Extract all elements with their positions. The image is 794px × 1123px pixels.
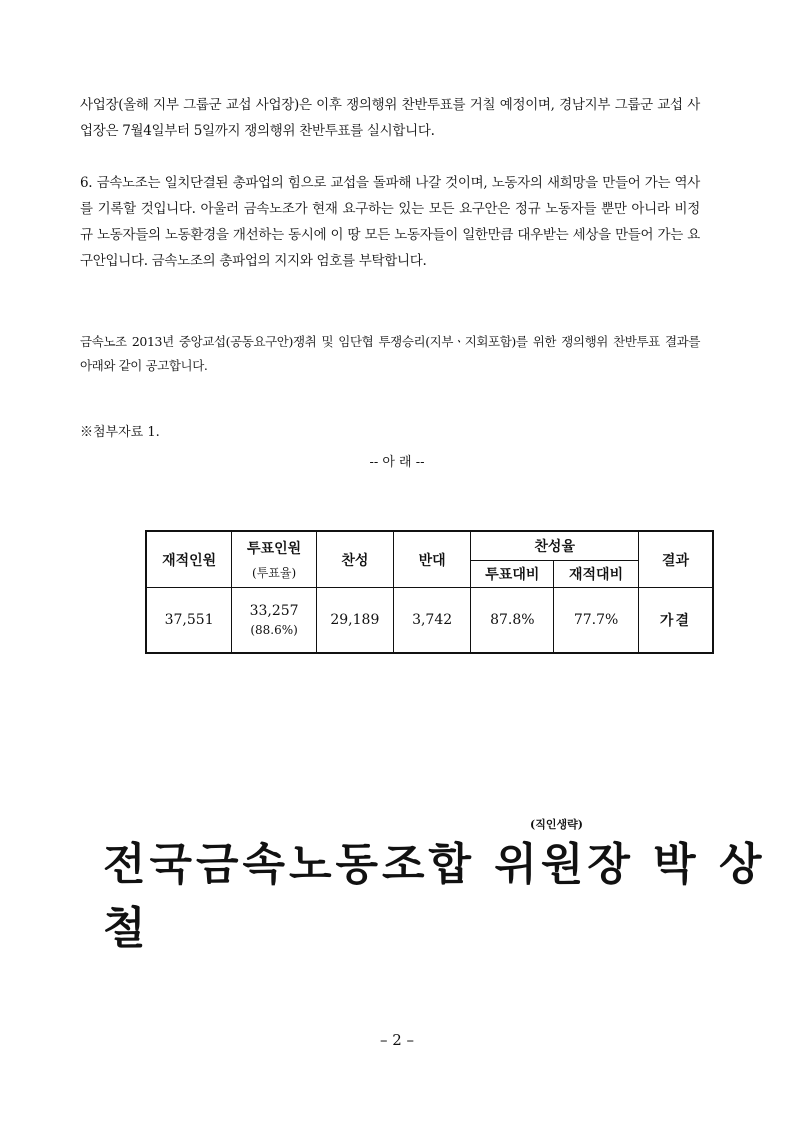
cell-vs-votes: 87.8% bbox=[471, 588, 554, 654]
header-vs-registered: 재적대비 bbox=[554, 561, 639, 588]
vote-result-table bbox=[145, 530, 714, 654]
header-voters bbox=[232, 531, 317, 588]
page-number: – 2 – bbox=[379, 1031, 415, 1049]
table-header-row bbox=[146, 531, 713, 561]
attachment-label: ※첨부자료 1. bbox=[80, 425, 160, 440]
cell-vs-registered: 77.7% bbox=[554, 588, 639, 654]
cell-registered: 37,551 bbox=[146, 588, 232, 654]
cell-voters-count: 33,257 bbox=[249, 603, 299, 619]
header-voters-label: 투표인원 bbox=[247, 541, 302, 557]
cell-approve: 29,189 bbox=[316, 588, 393, 654]
cell-result: 가결 bbox=[638, 588, 713, 654]
header-oppose: 반대 bbox=[393, 531, 471, 588]
header-approve: 찬성 bbox=[316, 531, 393, 588]
below-heading: -- 아 래 -- bbox=[369, 455, 425, 470]
body-paragraph-1: 사업장(올해 지부 그룹군 교섭 사업장)은 이후 쟁의행위 찬반투표를 거칠 예정이며, 경남지부 그룹군 교섭 사업장은 7월4일부터 5일까지 쟁의행위 찬반투표를 실시합니다. bbox=[80, 97, 700, 139]
table-row bbox=[146, 588, 713, 654]
announcement-paragraph: 금속노조 2013년 중앙교섭(공동요구안)쟁취 및 임단협 투쟁승리(지부ㆍ지회포함)를 위한 쟁의행위 찬반투표 결과를 아래와 같이 공고합니다. bbox=[80, 334, 700, 373]
cell-turnout: (88.6%) bbox=[250, 623, 298, 637]
signature-line: 전국금속노동조합 위원장 박 상 철 bbox=[103, 839, 766, 954]
header-vs-votes: 투표대비 bbox=[471, 561, 554, 588]
header-registered: 재적인원 bbox=[146, 531, 232, 588]
header-turnout-label: (투표율) bbox=[252, 566, 297, 580]
header-approval-rate: 찬성율 bbox=[471, 531, 638, 561]
cell-voters bbox=[232, 588, 317, 654]
cell-oppose: 3,742 bbox=[393, 588, 471, 654]
header-result: 결과 bbox=[638, 531, 713, 588]
seal-omitted-note: (직인생략) bbox=[530, 818, 583, 831]
body-paragraph-2: 6. 금속노조는 일치단결된 총파업의 힘으로 교섭을 돌파해 나갈 것이며, 노동자의 새희망을 만들어 가는 역사를 기록할 것입니다. 아울러 금속노조가 현재 요구하는 있는 모든 요구안은 정규 노동자들 뿐만 아니라 비정규 노동자들의 노동환경을 개선하는 동시에 이 땅 모든 노동자들이 일한만큼 대우받는 세상을 만들어 가는 요구안입니다. 금속노조의 총파업의 지지와 엄호를 부탁합니다. bbox=[80, 175, 700, 269]
